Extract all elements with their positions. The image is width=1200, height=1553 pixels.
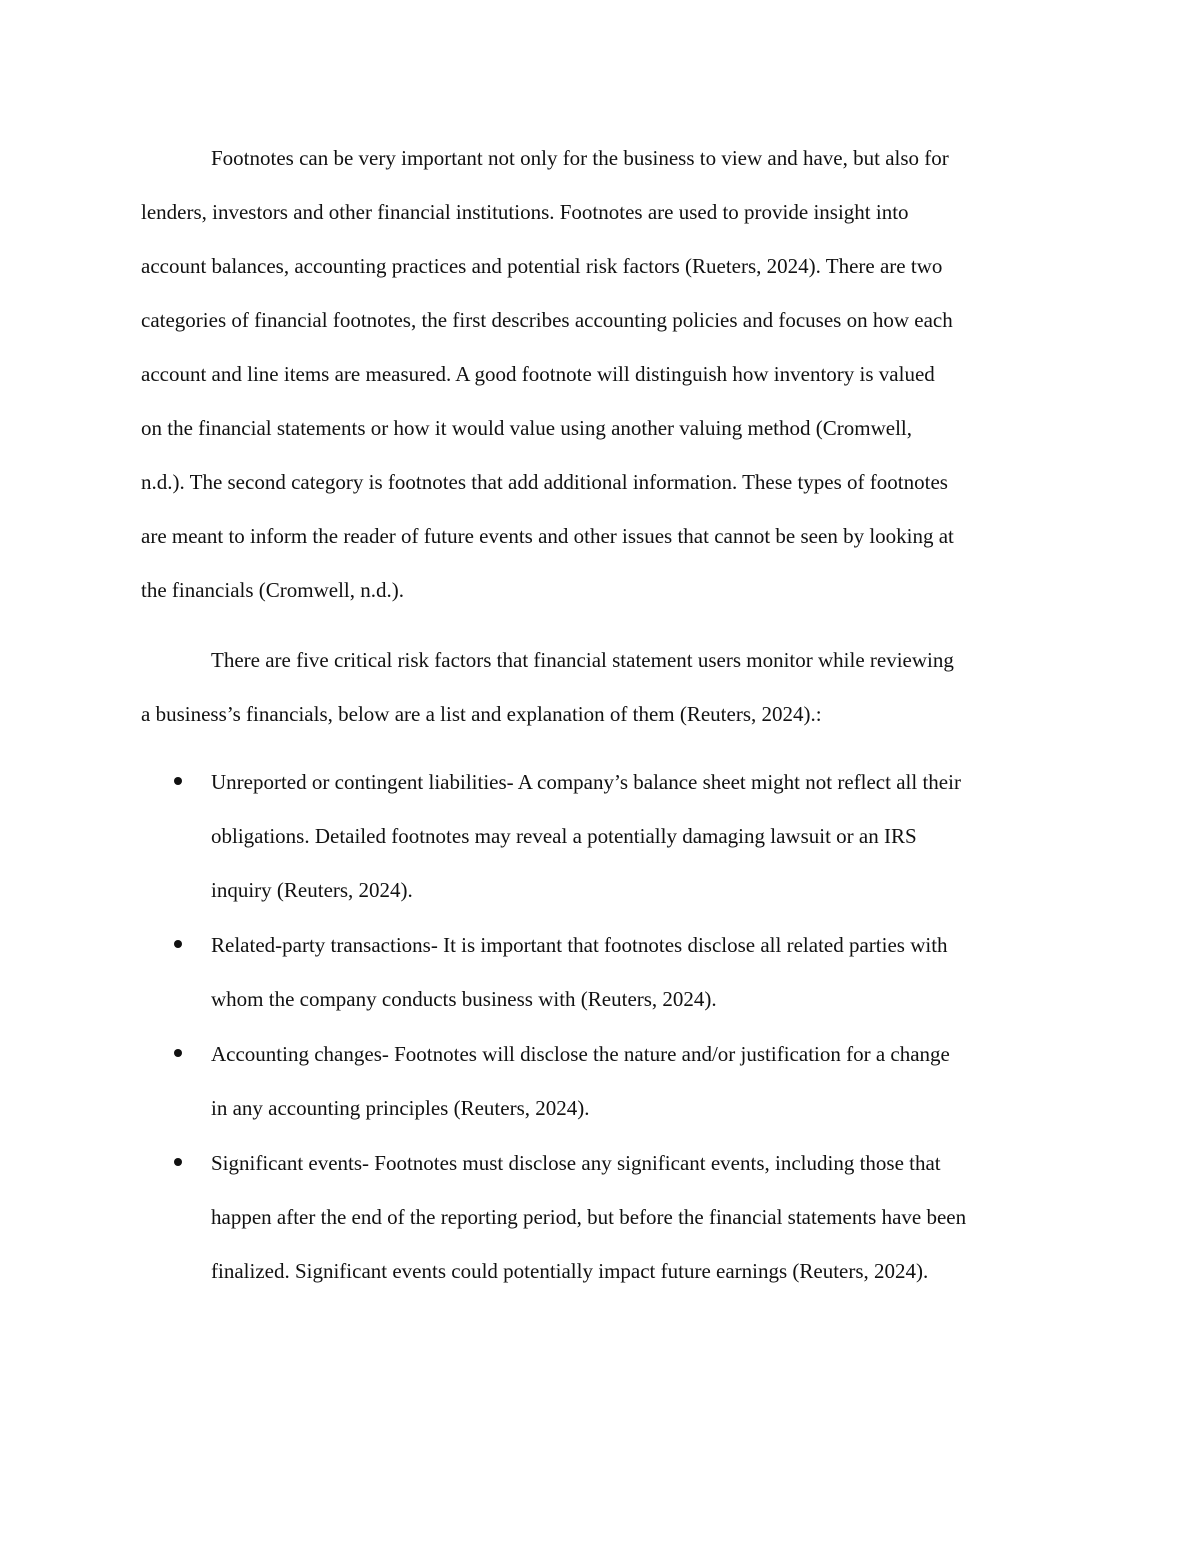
paragraph-line: There are five critical risk factors that financial statement users monitor while reviewing bbox=[211, 648, 954, 672]
list-item-line: obligations. Detailed footnotes may reveal a potentially damaging lawsuit or an IRS bbox=[211, 824, 917, 848]
list-item-line: Related-party transactions- It is important that footnotes disclose all related parties with bbox=[211, 933, 948, 957]
paragraph-line: are meant to inform the reader of future events and other issues that cannot be seen by looking at bbox=[141, 524, 954, 548]
paragraph-line: categories of financial footnotes, the first describes accounting policies and focuses on how each bbox=[141, 308, 953, 332]
list-item-line: whom the company conducts business with (Reuters, 2024). bbox=[211, 987, 717, 1011]
list-item-line: inquiry (Reuters, 2024). bbox=[211, 878, 413, 902]
list-item-line: happen after the end of the reporting period, but before the financial statements have been bbox=[211, 1205, 967, 1229]
bullet-icon bbox=[174, 1158, 182, 1166]
paragraph-line: the financials (Cromwell, n.d.). bbox=[141, 578, 405, 602]
paragraph-line: account balances, accounting practices and potential risk factors (Rueters, 2024). There are two bbox=[141, 254, 943, 278]
bullet-icon bbox=[174, 940, 182, 948]
list-item-line: Unreported or contingent liabilities- A company’s balance sheet might not reflect all their bbox=[211, 770, 961, 794]
list-item-line: Accounting changes- Footnotes will disclose the nature and/or justification for a change bbox=[211, 1042, 950, 1066]
paragraph-line: account and line items are measured. A good footnote will distinguish how inventory is valued bbox=[141, 362, 935, 386]
paragraph-line: a business’s financials, below are a list and explanation of them (Reuters, 2024).: bbox=[141, 702, 822, 726]
bullet-icon bbox=[174, 1049, 182, 1057]
list-item-line: in any accounting principles (Reuters, 2024). bbox=[211, 1096, 590, 1120]
list-item-line: Significant events- Footnotes must disclose any significant events, including those that bbox=[211, 1151, 941, 1175]
bullet-icon bbox=[174, 777, 182, 785]
list-item-line: finalized. Significant events could potentially impact future earnings (Reuters, 2024). bbox=[211, 1259, 929, 1283]
paragraph-line: on the financial statements or how it would value using another valuing method (Cromwell, bbox=[141, 416, 913, 440]
paragraph-line: Footnotes can be very important not only for the business to view and have, but also for bbox=[211, 146, 949, 170]
paragraph-line: lenders, investors and other financial institutions. Footnotes are used to provide insight into bbox=[141, 200, 909, 224]
paragraph-line: n.d.). The second category is footnotes that add additional information. These types of footnotes bbox=[141, 470, 948, 494]
